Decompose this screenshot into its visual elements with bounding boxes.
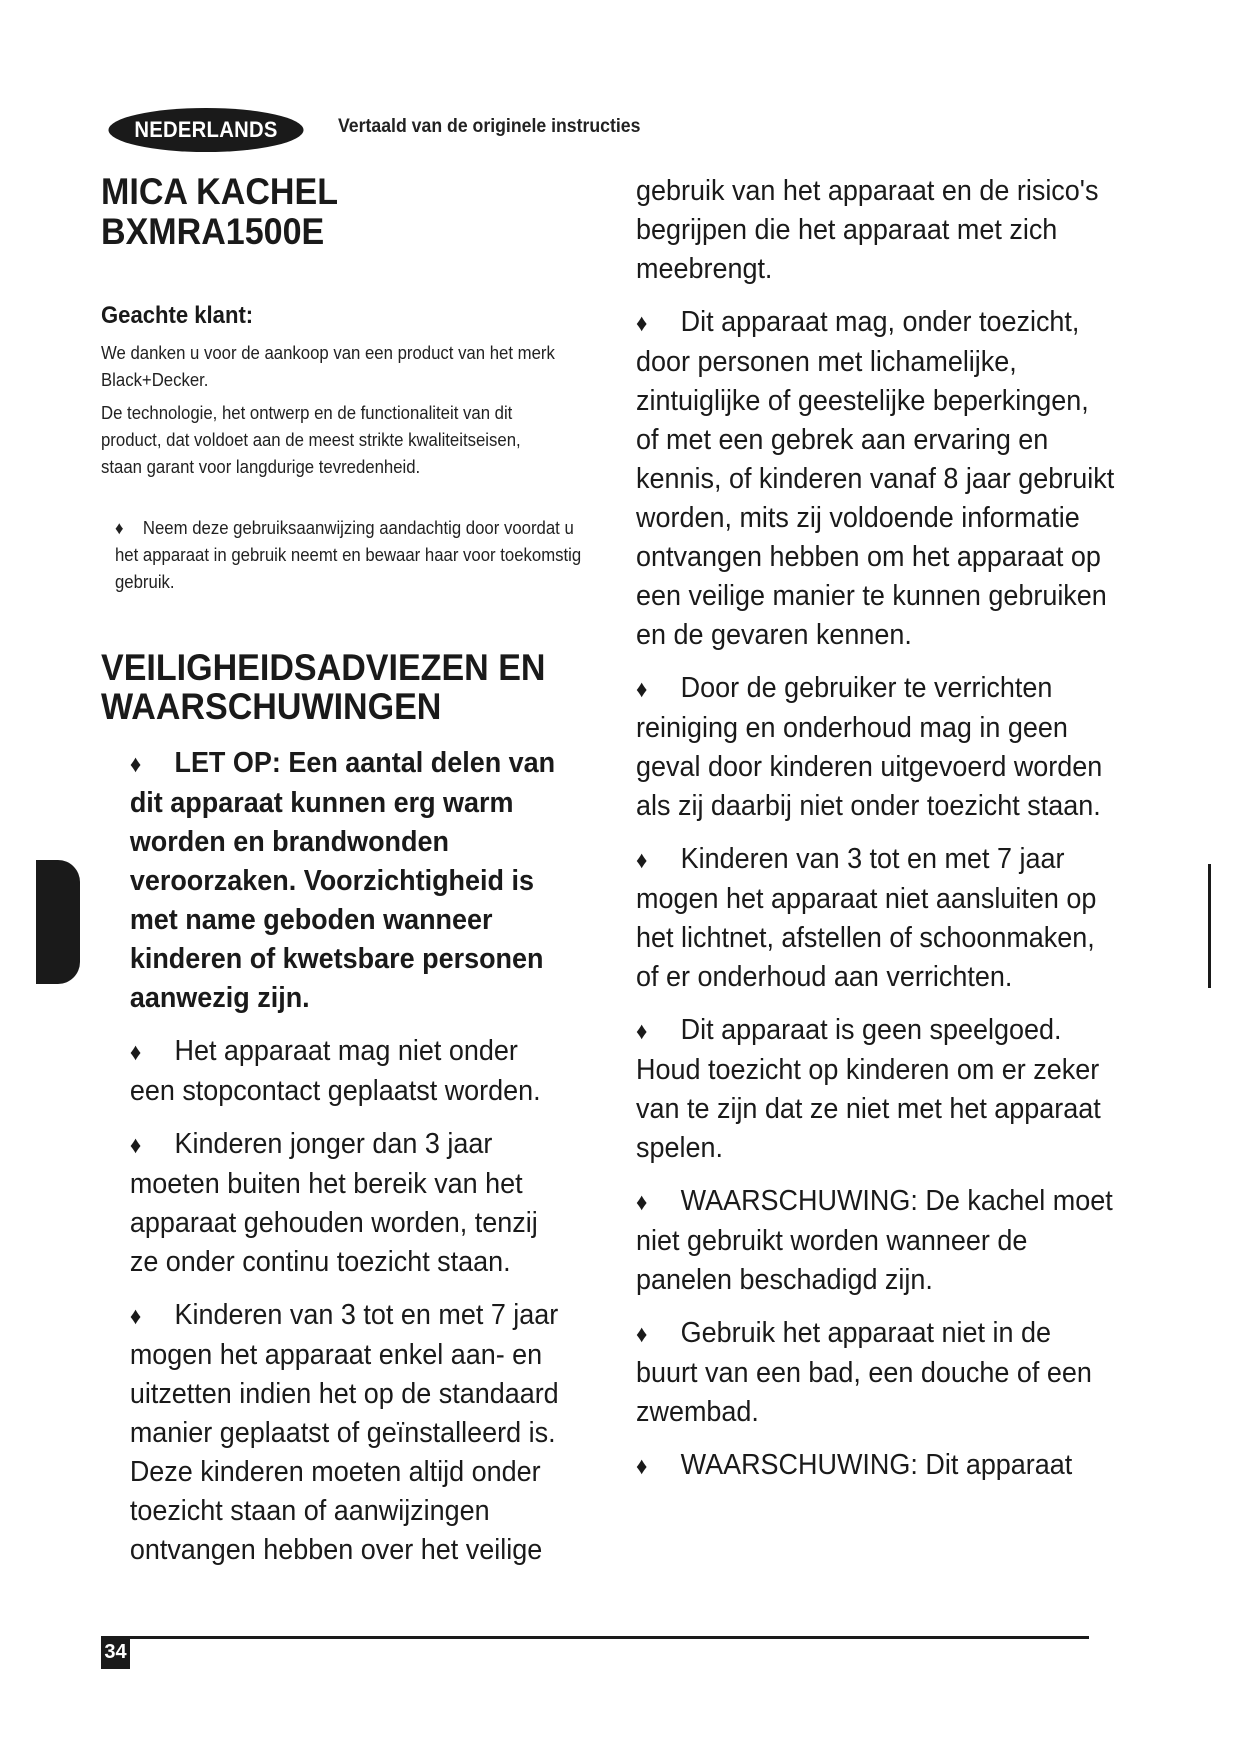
- bullet-diamond-icon: ♦: [129, 1039, 142, 1066]
- bullet-diamond-icon: ♦: [636, 1018, 648, 1045]
- bullet-diamond-icon: ♦: [636, 676, 648, 703]
- section-title: [101, 648, 616, 726]
- bullet-diamond-icon: ♦: [129, 1303, 142, 1330]
- safety-item-continuation: gebruik van het apparaat en de risico's begrijpen die het apparaat met zich meebrengt.: [636, 175, 1099, 285]
- language-badge: NEDERLANDS: [108, 108, 303, 152]
- safety-item-text: Dit apparaat mag, onder toezicht, door personen met lichamelijke, zintuiglijke of geestelijke beperkingen, of met een gebrek aan ervaring en kennis, of kinderen vanaf 8 jaar gebruikt worden, mits zij voldoende informatie ontvangen hebben om het apparaat op een veilige manier te kunnen gebruiken en de gevaren kennen.: [636, 306, 1115, 651]
- intro-paragraph: De technologie, het ontwerp en de functionaliteit van dit product, dat voldoet aan de meest strikte kwaliteitseisen, staan garant voor langdurige tevredenheid.: [101, 403, 521, 477]
- product-title: [101, 172, 579, 252]
- safety-list-right: [636, 303, 1151, 1486]
- document-subtitle: Vertaald van de originele instructies: [338, 116, 641, 137]
- safety-item: [101, 1032, 567, 1111]
- greeting-heading: Geachte klant:: [101, 302, 254, 329]
- page-edge-mark: [1208, 864, 1211, 988]
- safety-item: [636, 303, 1115, 655]
- safety-item-text: Dit apparaat is geen speelgoed. Houd toezicht op kinderen om er zeker van te zijn dat ze niet met het apparaat spelen.: [636, 1014, 1101, 1164]
- safety-item-text: Kinderen jonger dan 3 jaar moeten buiten het bereik van het apparaat gehouden worden, tenzij ze onder continu toezicht staan.: [129, 1128, 538, 1278]
- section-title-line: VEILIGHEIDSADVIEZEN EN: [101, 647, 546, 688]
- page-number: 34: [101, 1636, 130, 1669]
- safety-item: [101, 1296, 567, 1570]
- bullet-diamond-icon: ♦: [129, 751, 142, 778]
- safety-item-text: WAARSCHUWING: De kachel moet niet gebruikt worden wanneer de panelen beschadigd zijn.: [636, 1185, 1113, 1296]
- read-instructions-note: [115, 515, 599, 596]
- safety-item: [636, 1011, 1115, 1168]
- bullet-diamond-icon: ♦: [636, 1453, 648, 1480]
- left-column: [101, 172, 621, 1584]
- bullet-diamond-icon: ♦: [636, 310, 648, 337]
- safety-item-text: Door de gebruiker te verrichten reiniging en onderhoud mag in geen geval door kinderen uitgevoerd worden als zij daarbij niet onder toezicht staan.: [636, 672, 1103, 822]
- safety-item: [636, 1446, 1115, 1486]
- safety-item-text: Het apparaat mag niet onder een stopcontact geplaatst worden.: [129, 1035, 541, 1107]
- safety-item: [636, 669, 1115, 826]
- bullet-diamond-icon: ♦: [115, 518, 124, 538]
- safety-item-warning: [101, 744, 567, 1018]
- section-title-line: WAARSCHUWINGEN: [101, 686, 442, 727]
- safety-item: [636, 840, 1115, 997]
- safety-item-text: Kinderen van 3 tot en met 7 jaar mogen het apparaat enkel aan- en uitzetten indien het op de standaard manier geplaatst of geïnstalleerd is. Deze kinderen moeten altijd onder toezicht staan of aanwijzingen ontvangen hebben over het veilige: [129, 1299, 559, 1566]
- note-text: Neem deze gebruiksaanwijzing aandachtig door voordat u het apparaat in gebruik neemt en bewaar haar voor toekomstig gebruik.: [115, 518, 582, 592]
- safety-item: [101, 1125, 567, 1282]
- safety-item-text: Gebruik het apparaat niet in de buurt van een bad, een douche of een zwembad.: [636, 1317, 1092, 1428]
- intro-paragraph: We danken u voor de aankoop van een product van het merk Black+Decker.: [101, 343, 555, 390]
- bullet-diamond-icon: ♦: [636, 1321, 648, 1348]
- intro-text: [101, 340, 621, 481]
- safety-item: [636, 1182, 1115, 1300]
- product-name: MICA KACHEL: [101, 171, 339, 212]
- footer-rule: [101, 1636, 1089, 1639]
- right-column: [636, 172, 1151, 1500]
- product-model: BXMRA1500E: [101, 211, 325, 252]
- safety-item-text: WAARSCHUWING: Dit apparaat: [680, 1449, 1073, 1481]
- bullet-diamond-icon: ♦: [129, 1132, 142, 1159]
- safety-item-text: Kinderen van 3 tot en met 7 jaar mogen het apparaat niet aansluiten op het lichtnet, afstellen of schoonmaken, of er onderhoud aan verrichten.: [636, 843, 1097, 993]
- safety-item-text: LET OP: Een aantal delen van dit apparaat kunnen erg warm worden en brandwonden veroorzaken. Voorzichtigheid is met name geboden wanneer kinderen of kwetsbare personen aanwezig zijn.: [129, 747, 556, 1014]
- bullet-diamond-icon: ♦: [636, 847, 648, 874]
- safety-list-left: [101, 744, 621, 1570]
- bullet-diamond-icon: ♦: [636, 1189, 648, 1216]
- safety-item: [636, 1314, 1115, 1432]
- section-thumb-tab: [36, 860, 80, 984]
